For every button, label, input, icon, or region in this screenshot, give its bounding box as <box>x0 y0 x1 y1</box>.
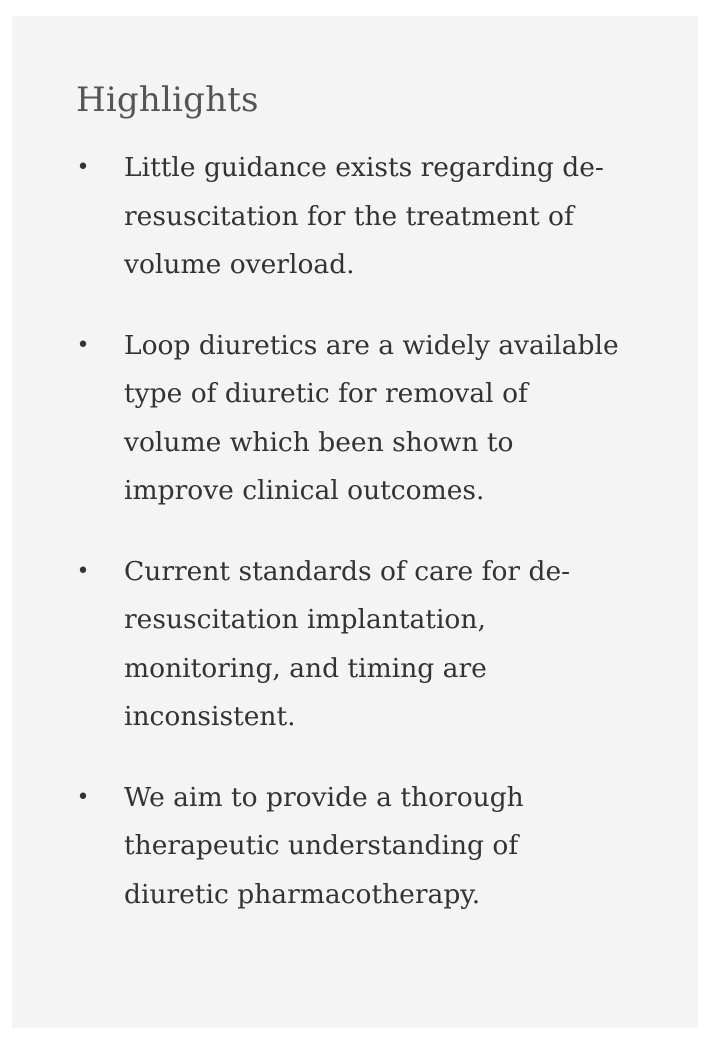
highlight-item <box>76 548 636 742</box>
highlight-line: diuretic pharmacotherapy. <box>124 878 481 910</box>
highlight-line: therapeutic understanding of <box>124 830 519 861</box>
highlight-line: inconsistent. <box>124 701 296 732</box>
highlight-line: monitoring, and timing are <box>124 652 487 684</box>
highlights-panel <box>12 16 698 1028</box>
highlight-line: Little guidance exists regarding de- <box>124 152 604 183</box>
highlight-line: resuscitation implantation, <box>124 604 486 635</box>
highlight-line: volume which been shown to <box>124 426 514 458</box>
bullet-icon: • <box>76 558 90 584</box>
highlight-item <box>76 774 636 920</box>
highlight-line: type of diuretic for removal of <box>124 378 528 409</box>
highlight-line: improve clinical outcomes. <box>124 475 485 506</box>
bullet-icon: • <box>76 784 90 810</box>
highlight-item <box>76 322 636 516</box>
bullet-icon: • <box>76 332 90 358</box>
highlights-list <box>76 144 636 951</box>
highlights-heading: Highlights <box>76 80 259 120</box>
highlight-item <box>76 144 636 290</box>
highlight-line: volume overload. <box>124 249 355 280</box>
bullet-icon: • <box>76 155 90 180</box>
highlight-line: Current standards of care for de- <box>124 555 571 587</box>
highlight-line: We aim to provide a thorough <box>124 781 524 813</box>
highlight-line: Loop diuretics are a widely available <box>124 329 619 361</box>
highlight-line: resuscitation for the treatment of <box>124 200 574 232</box>
